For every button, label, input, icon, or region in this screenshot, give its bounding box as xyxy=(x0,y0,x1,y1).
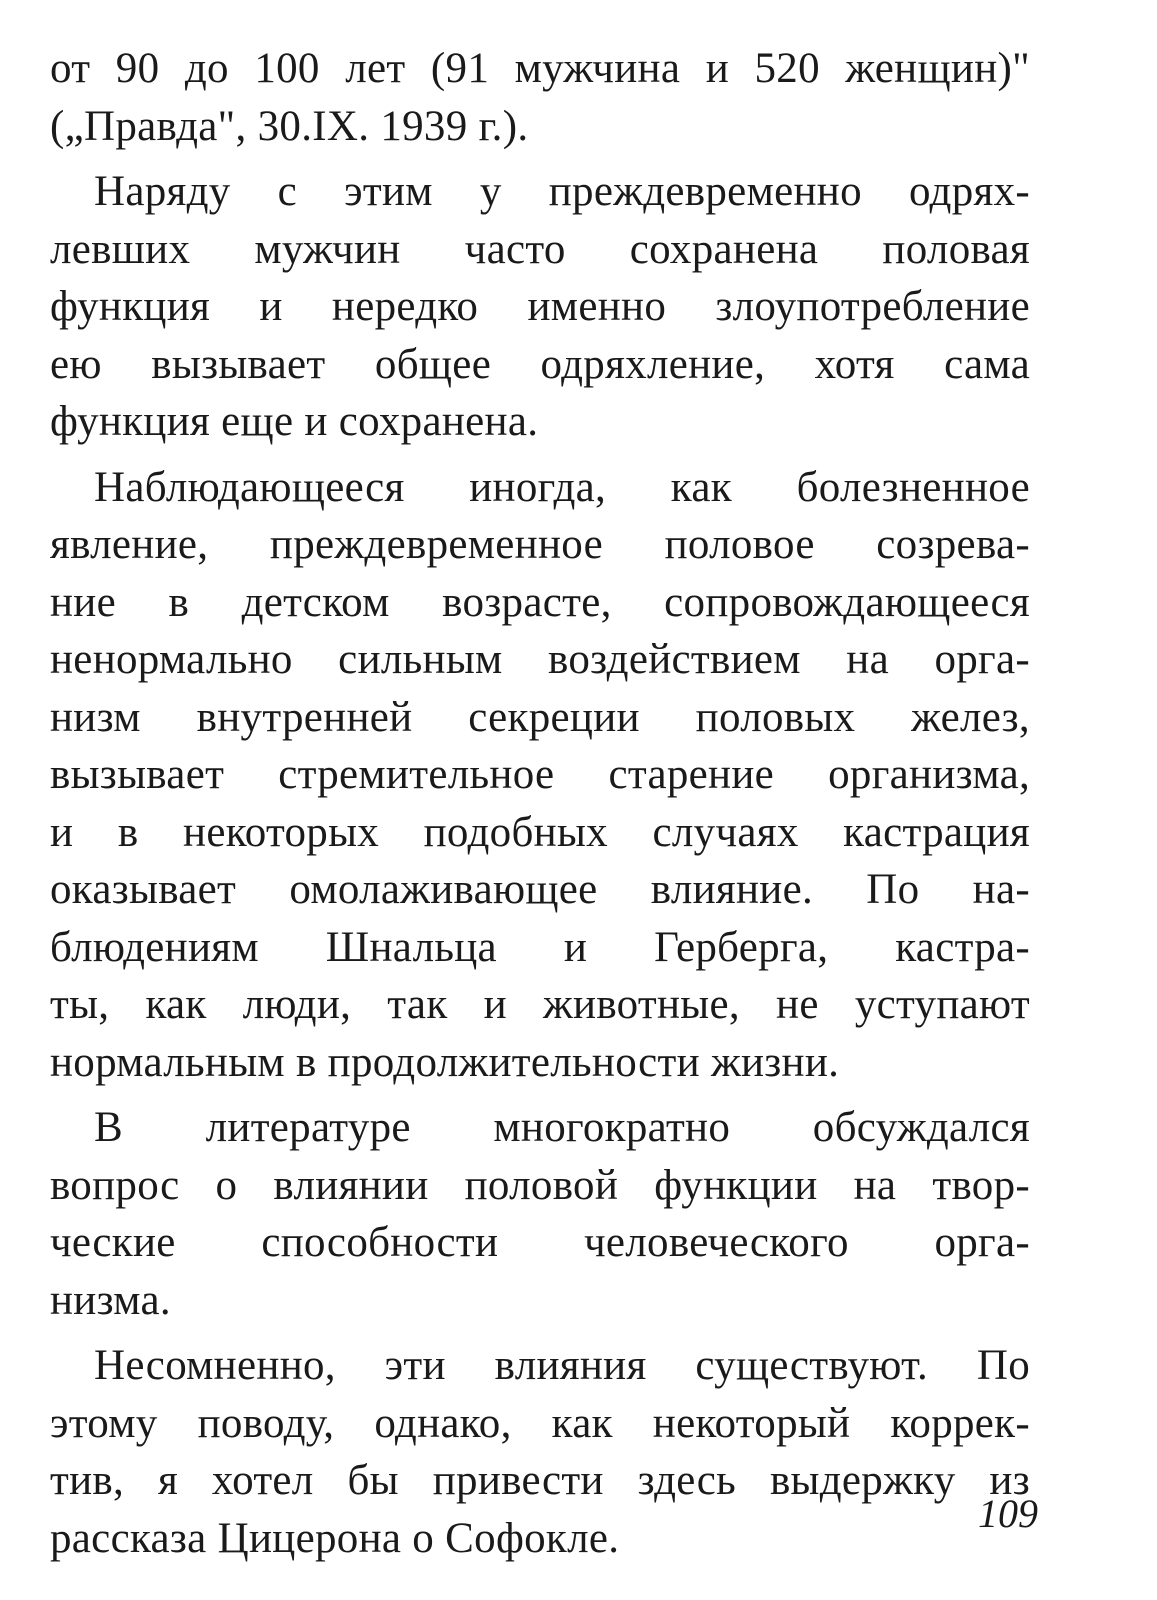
page-number: 109 xyxy=(978,1491,1038,1536)
text-line: оказывает омолаживающее влияние. По на- xyxy=(50,866,1030,913)
text-line: от 90 до 100 лет (91 мужчина и 520 женщин)" xyxy=(50,45,1030,92)
paragraph xyxy=(50,1099,1030,1329)
text-line: функция еще и сохранена. xyxy=(50,398,539,445)
text-line: („Правда", 30.IX. 1939 г.). xyxy=(50,102,529,150)
paragraph xyxy=(50,163,1030,451)
text-line: ческие способности человеческого орга- xyxy=(50,1219,1030,1266)
text-line: ние в детском возрасте, сопровождающееся xyxy=(50,578,1030,626)
text-line: функция и нередко именно злоупотребление xyxy=(50,283,1030,330)
text-line: Несомненно, эти влияния существуют. По xyxy=(94,1342,1030,1389)
text-line: тив, я хотел бы привести здесь выдержку из xyxy=(50,1457,1030,1504)
text-line: левших мужчин часто сохранена половая xyxy=(50,225,1030,273)
text-line: и в некоторых подобных случаях кастрация xyxy=(50,808,1030,856)
text-line: вопрос о влиянии половой функции на твор- xyxy=(50,1161,1030,1209)
text-line: В литературе многократно обсуждался xyxy=(94,1104,1030,1151)
paragraph xyxy=(50,459,1030,1092)
text-line: низма. xyxy=(50,1276,171,1324)
text-line: Наблюдающееся иногда, как болезненное xyxy=(94,463,1030,511)
text-line: рассказа Цицерона о Софокле. xyxy=(50,1514,620,1562)
text-line: ненормально сильным воздействием на орга- xyxy=(50,636,1030,683)
text-line: блюдениям Шнальца и Герберга, кастра- xyxy=(50,923,1030,971)
book-page xyxy=(50,40,1030,1567)
text-line: ты, как люди, так и животные, не уступают xyxy=(50,981,1030,1028)
text-line: ею вызывает общее одряхление, хотя сама xyxy=(50,340,1030,388)
text-line: явление, преждевременное половое созрева- xyxy=(50,521,1030,568)
text-line: низм внутренней секреции половых желез, xyxy=(50,693,1030,741)
paragraph-continuation xyxy=(50,40,1030,155)
text-line: вызывает стремительное старение организма, xyxy=(50,751,1030,798)
text-line: этому поводу, однако, как некоторый коррек- xyxy=(50,1399,1030,1447)
text-line: Наряду с этим у преждевременно одрях- xyxy=(94,168,1030,215)
paragraph xyxy=(50,1337,1030,1567)
text-line: нормальным в продолжительности жизни. xyxy=(50,1038,840,1086)
